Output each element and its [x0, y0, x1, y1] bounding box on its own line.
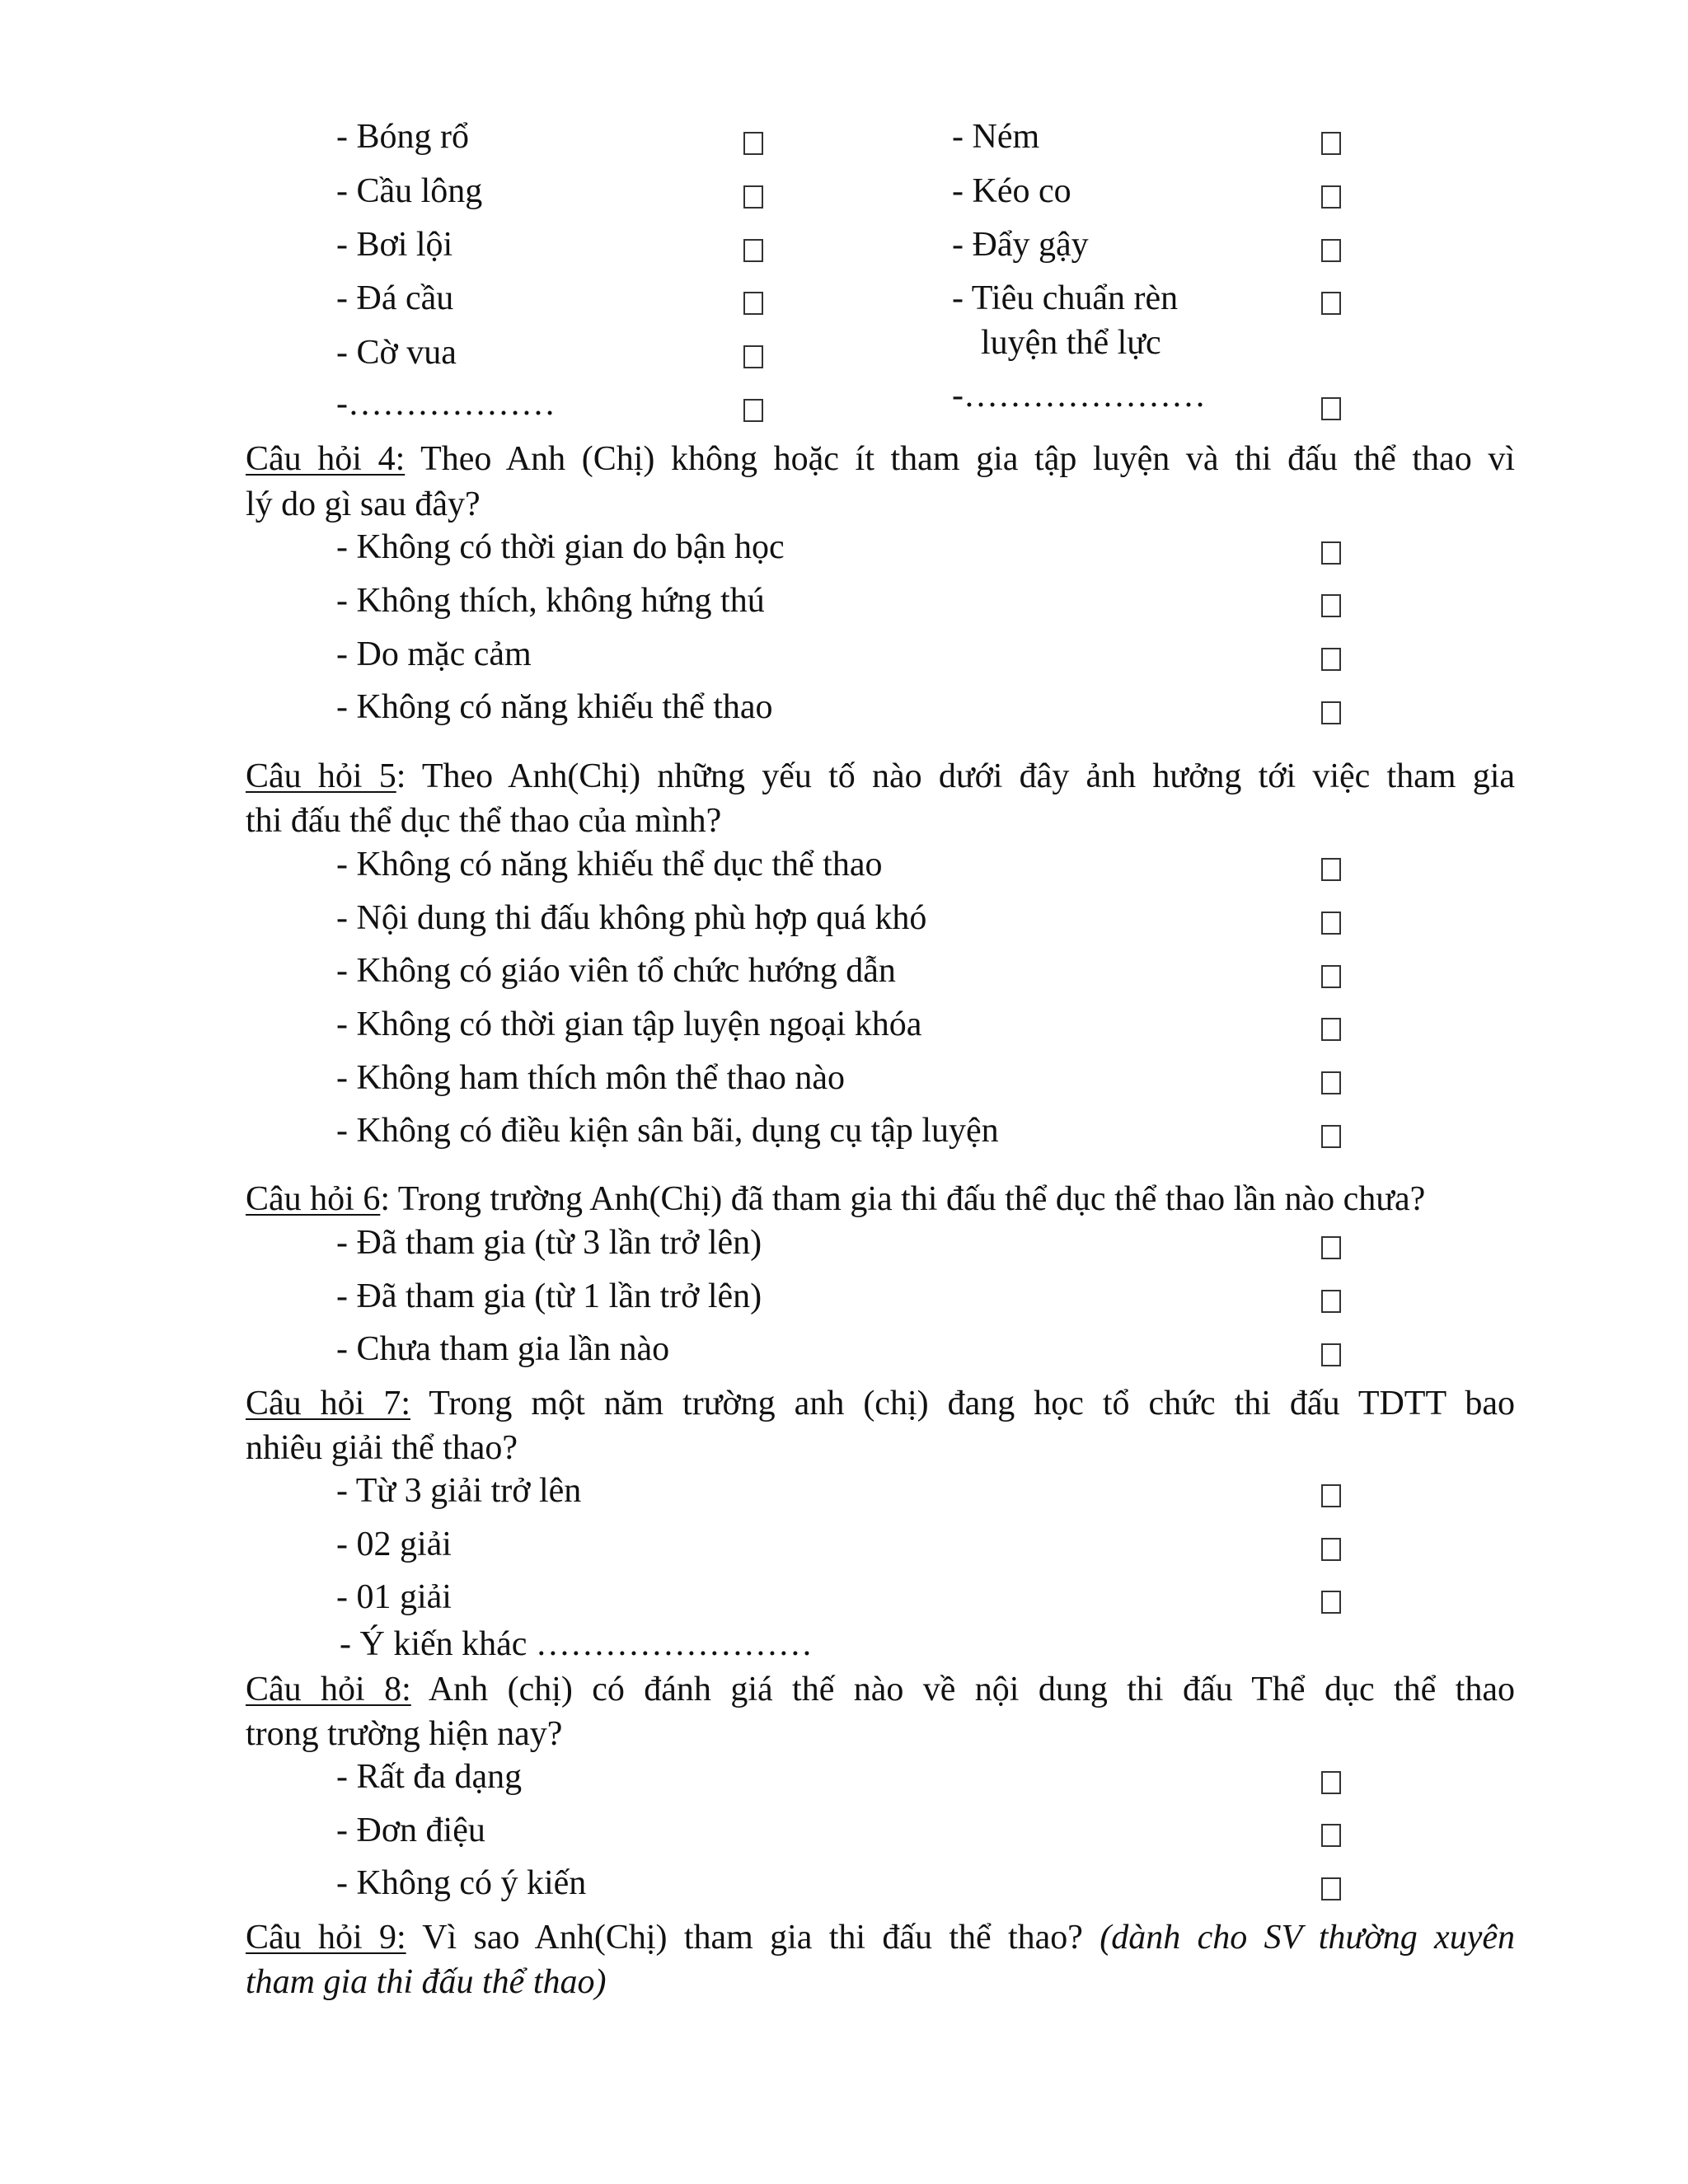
question-label: Câu hỏi 5 — [246, 757, 396, 795]
question-text: Câu hỏi 5: Theo Anh(Chị) những yếu tố nào dưới đây ảnh hưởng tới việc tham gia — [246, 757, 1515, 795]
question-label: Câu hỏi 6 — [246, 1180, 381, 1218]
sport-option-left: - Đá cầu — [336, 279, 454, 317]
question-text-continued: nhiêu giải thể thao? — [246, 1429, 518, 1467]
sport-option-right: - Đẩy gậy — [952, 226, 1089, 264]
option-label: - Không có năng khiếu thể thao — [336, 688, 773, 726]
option-label: - 01 giải — [336, 1578, 452, 1616]
sport-option-right-continued: luyện thể lực — [981, 324, 1161, 362]
checkbox[interactable] — [1321, 1824, 1341, 1847]
checkbox[interactable] — [1321, 185, 1341, 209]
checkbox[interactable] — [743, 185, 763, 209]
option-label: - Nội dung thi đấu không phù hợp quá khó — [336, 899, 927, 937]
option-label: - Không có điều kiện sân bãi, dụng cụ tập luyện — [336, 1112, 999, 1150]
checkbox[interactable] — [1321, 132, 1341, 155]
question-note-continued: tham gia thi đấu thể thao) — [246, 1963, 607, 2001]
checkbox[interactable] — [1321, 1125, 1341, 1148]
option-label: - Do mặc cảm — [336, 635, 532, 673]
question-label: Câu hỏi 7: — [246, 1385, 410, 1422]
question-label: Câu hỏi 4: — [246, 440, 406, 478]
sport-option-right: - Ném — [952, 118, 1040, 156]
option-label: - Đã tham gia (từ 1 lần trở lên) — [336, 1277, 762, 1315]
question-text: Câu hỏi 4: Theo Anh (Chị) không hoặc ít tham gia tập luyện và thi đấu thể thao vì — [246, 440, 1515, 478]
question-text-continued: lý do gì sau đây? — [246, 485, 481, 523]
question-text: Câu hỏi 7: Trong một năm trường anh (chị) đang học tổ chức thi đấu TDTT bao — [246, 1385, 1515, 1422]
option-label: - Không có năng khiếu thể dục thể thao — [336, 846, 883, 883]
checkbox[interactable] — [1321, 1484, 1341, 1507]
other-opinion-line: - Ý kiến khác …………………… — [340, 1625, 813, 1663]
question-text: Câu hỏi 8: Anh (chị) có đánh giá thế nào về nội dung thi đấu Thể dục thể thao — [246, 1671, 1515, 1708]
question-label: Câu hỏi 9: — [246, 1919, 406, 1957]
checkbox[interactable] — [743, 399, 763, 422]
option-label: - Đã tham gia (từ 3 lần trở lên) — [336, 1224, 762, 1262]
option-label: - 02 giải — [336, 1526, 452, 1563]
checkbox[interactable] — [1321, 239, 1341, 262]
question-text-continued: trong trường hiện nay? — [246, 1715, 563, 1753]
question-label: Câu hỏi 8: — [246, 1671, 411, 1708]
sport-option-right: - Tiêu chuẩn rèn — [952, 279, 1179, 317]
checkbox[interactable] — [1321, 1343, 1341, 1366]
option-label: - Không có giáo viên tổ chức hướng dẫn — [336, 952, 896, 990]
question-text-continued: thi đấu thể dục thể thao của mình? — [246, 802, 722, 840]
checkbox[interactable] — [1321, 1018, 1341, 1041]
checkbox[interactable] — [1321, 1071, 1341, 1094]
option-label: - Không có ý kiến — [336, 1864, 587, 1902]
option-label: - Từ 3 giải trở lên — [336, 1472, 582, 1510]
question-note: (dành cho SV thường xuyên — [1100, 1919, 1515, 1957]
checkbox[interactable] — [743, 132, 763, 155]
sport-option-right: - Kéo co — [952, 172, 1071, 210]
option-label: - Không có thời gian tập luyện ngoại khóa — [336, 1005, 922, 1043]
checkbox[interactable] — [1321, 1290, 1341, 1313]
checkbox[interactable] — [1321, 965, 1341, 988]
checkbox[interactable] — [1321, 858, 1341, 881]
checkbox[interactable] — [1321, 1591, 1341, 1614]
checkbox[interactable] — [743, 345, 763, 368]
checkbox[interactable] — [1321, 541, 1341, 565]
checkbox[interactable] — [1321, 701, 1341, 724]
option-label: - Rất đa dạng — [336, 1758, 523, 1796]
option-label: - Không thích, không hứng thú — [336, 582, 765, 620]
option-label: - Không có thời gian do bận học — [336, 528, 785, 566]
option-label: - Đơn điệu — [336, 1811, 485, 1849]
checkbox[interactable] — [1321, 1538, 1341, 1561]
checkbox[interactable] — [1321, 594, 1341, 617]
question-text: Câu hỏi 9: Vì sao Anh(Chị) tham gia thi đấu thể thao? (dành cho SV thường xuyên — [246, 1919, 1515, 1957]
checkbox[interactable] — [1321, 292, 1341, 315]
sport-option-left-other: -……………… — [336, 385, 556, 423]
checkbox[interactable] — [743, 239, 763, 262]
checkbox[interactable] — [743, 292, 763, 315]
sport-option-right-other: -………………… — [952, 377, 1206, 415]
checkbox[interactable] — [1321, 397, 1341, 420]
checkbox[interactable] — [1321, 912, 1341, 935]
sport-option-left: - Cầu lông — [336, 172, 483, 210]
sport-option-left: - Bóng rổ — [336, 118, 469, 156]
checkbox[interactable] — [1321, 1771, 1341, 1794]
question-text: Câu hỏi 6: Trong trường Anh(Chị) đã tham gia thi đấu thể dục thể thao lần nào chưa? — [246, 1180, 1426, 1218]
checkbox[interactable] — [1321, 1877, 1341, 1900]
option-label: - Không ham thích môn thể thao nào — [336, 1059, 846, 1097]
sport-option-left: - Cờ vua — [336, 334, 457, 372]
checkbox[interactable] — [1321, 648, 1341, 671]
sport-option-left: - Bơi lội — [336, 226, 453, 264]
option-label: - Chưa tham gia lần nào — [336, 1330, 670, 1368]
checkbox[interactable] — [1321, 1236, 1341, 1259]
